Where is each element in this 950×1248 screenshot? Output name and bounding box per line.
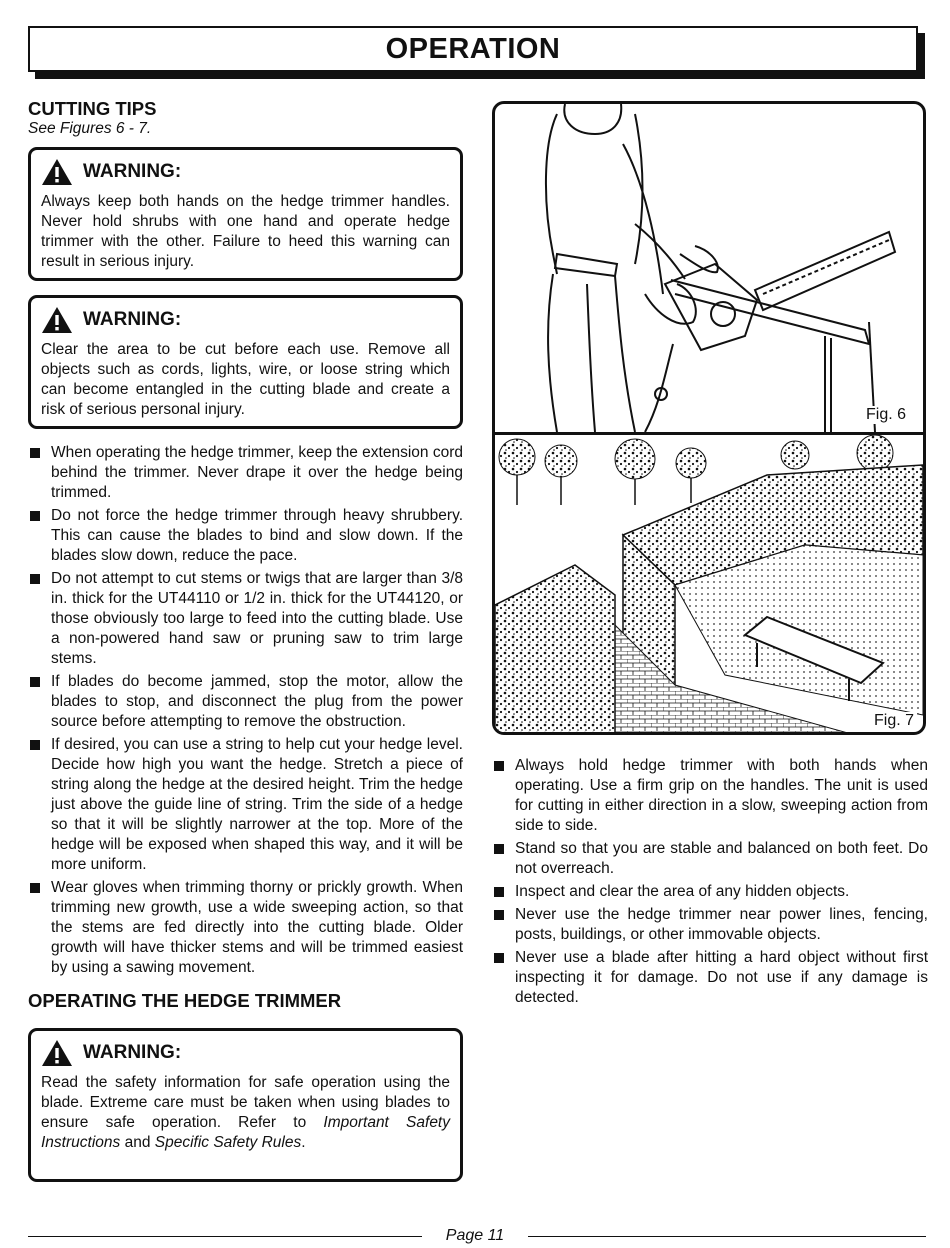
page-header bbox=[28, 26, 918, 72]
page-number: Page 11 bbox=[445, 1227, 505, 1244]
figure-7-label: Fig. 7 bbox=[871, 712, 917, 730]
list-item: When operating the hedge trimmer, keep the extension cord behind the trimmer. Never drape it over the hedge being trimmed. bbox=[28, 443, 463, 503]
bullet-square-icon bbox=[30, 883, 40, 893]
bullet-square-icon bbox=[30, 511, 40, 521]
warning-triangle-icon bbox=[41, 306, 73, 334]
warning-text: Read the safety information for safe operation using the blade. Extreme care must be taken when using blades to ensure safe operation. Refer to Important Safety Instructions and Specific Safety Rules. bbox=[41, 1074, 450, 1151]
list-item: Never use a blade after hitting a hard object without first inspecting it for damage. Do not use if any damage is detected. bbox=[492, 948, 928, 1008]
list-item: If blades do become jammed, stop the motor, allow the blades to stop, and disconnect the plug from the power source before attempting to remove the obstruction. bbox=[28, 672, 463, 732]
page-title: OPERATION bbox=[385, 32, 561, 65]
warning-triangle-icon bbox=[41, 1039, 73, 1067]
bullet-square-icon bbox=[494, 887, 504, 897]
operating-title: OPERATING THE HEDGE TRIMMER bbox=[28, 990, 342, 1011]
list-item: Always hold hedge trimmer with both hands when operating. Use a firm grip on the handles. The unit is used for cutting in either direction in a slow, sweeping action from side to side. bbox=[492, 756, 928, 836]
warning-label: WARNING: bbox=[83, 309, 182, 330]
bullet-square-icon bbox=[30, 740, 40, 750]
list-item: If desired, you can use a string to help cut your hedge level. Decide how high you want the hedge. Stretch a piece of string along the hedge at the desired height. Trim the hedge just above the guide line of string. Trim the side of a hedge so that it will be slightly narrower at the top. More of the hedge will be exposed when shaped this way, and it will be more uniform. bbox=[28, 735, 463, 875]
figure-6-illustration bbox=[495, 104, 923, 432]
cutting-tips-title: CUTTING TIPS bbox=[28, 98, 157, 119]
figure-7-illustration bbox=[495, 435, 923, 735]
footer-rule-right bbox=[528, 1236, 926, 1237]
reference-important-safety: Important Safety Instructions bbox=[41, 1114, 450, 1151]
list-item: Never use the hedge trimmer near power lines, fencing, posts, buildings, or other immovable objects. bbox=[492, 905, 928, 945]
warning-label: WARNING: bbox=[83, 1042, 182, 1063]
bullet-square-icon bbox=[494, 761, 504, 771]
warning-box-operation bbox=[28, 1028, 463, 1182]
warning-label: WARNING: bbox=[83, 161, 182, 182]
bullet-square-icon bbox=[30, 574, 40, 584]
warning-text: Always keep both hands on the hedge trimmer handles. Never hold shrubs with one hand and operate hedge trimmer with the other. Failure to heed this warning can result in serious injury. bbox=[41, 193, 450, 270]
bullet-square-icon bbox=[30, 677, 40, 687]
reference-specific-rules: Specific Safety Rules bbox=[154, 1134, 302, 1151]
bullet-square-icon bbox=[494, 910, 504, 920]
list-item: Inspect and clear the area of any hidden objects. bbox=[492, 882, 928, 902]
warning-box-clear-area bbox=[28, 295, 463, 429]
warning-text: Clear the area to be cut before each use. Remove all objects such as cords, lights, wire, or loose string which can become entangled in the cutting blade and create a risk of serious personal injury. bbox=[41, 341, 450, 418]
warning-triangle-icon bbox=[41, 158, 73, 186]
list-item: Do not force the hedge trimmer through heavy shrubbery. This can cause the blades to bind and slow down. If the blades slow down, reduce the pace. bbox=[28, 506, 463, 566]
list-item: Stand so that you are stable and balanced on both feet. Do not overreach. bbox=[492, 839, 928, 879]
list-item: Do not attempt to cut stems or twigs that are larger than 3/8 in. thick for the UT44110 or 1/2 in. thick for the UT44120, or those obviously too large to feed into the cutting blade. Use a non-powered hand saw or pruning saw to trim large stems. bbox=[28, 569, 463, 669]
bullet-square-icon bbox=[494, 953, 504, 963]
operation-list bbox=[492, 756, 928, 1008]
footer-rule-left bbox=[28, 1236, 422, 1237]
left-column bbox=[28, 98, 463, 1196]
list-item: Wear gloves when trimming thorny or prickly growth. When trimming new growth, use a wide sweeping action, so that the stems are fed directly into the cutting blade. Older growth will have thicker stems and will be trimmed easiest by using a sawing movement. bbox=[28, 878, 463, 978]
right-column bbox=[492, 756, 928, 1011]
bullet-square-icon bbox=[30, 448, 40, 458]
cutting-tips-list bbox=[28, 443, 463, 978]
figure-panel bbox=[492, 101, 926, 735]
bullet-square-icon bbox=[494, 844, 504, 854]
cutting-tips-subtitle: See Figures 6 - 7. bbox=[28, 120, 152, 137]
figure-6-label: Fig. 6 bbox=[863, 406, 909, 424]
warning-box-hands bbox=[28, 147, 463, 281]
